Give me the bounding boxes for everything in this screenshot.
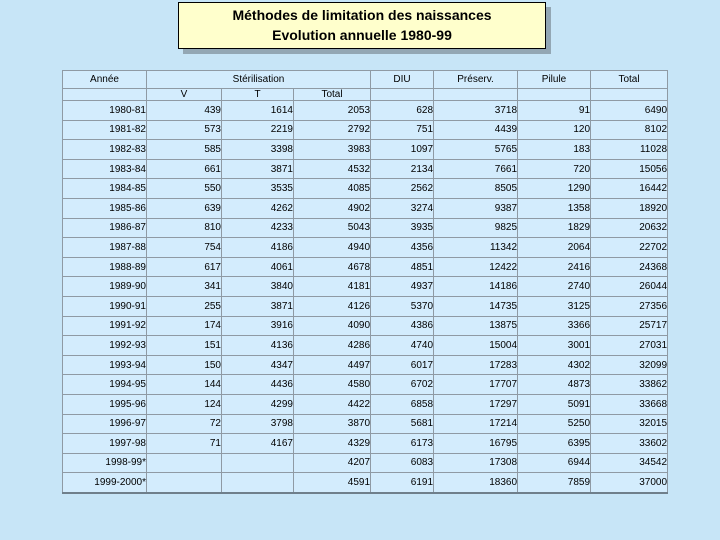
value-cell: 4678 [294,257,371,277]
value-cell: 6858 [371,394,434,414]
value-cell: 3718 [434,101,518,121]
value-cell: 2134 [371,159,434,179]
value-cell: 3935 [371,218,434,238]
value-cell: 4085 [294,179,371,199]
value-cell: 4591 [294,473,371,493]
value-cell: 33668 [591,394,668,414]
value-cell: 16442 [591,179,668,199]
value-cell: 4233 [222,218,294,238]
header-preserv: Préserv. [434,71,518,89]
value-cell: 3983 [294,140,371,160]
value-cell: 32015 [591,414,668,434]
value-cell: 124 [147,394,222,414]
value-cell: 4347 [222,355,294,375]
value-cell: 1829 [518,218,591,238]
value-cell: 13875 [434,316,518,336]
value-cell: 5681 [371,414,434,434]
value-cell: 754 [147,238,222,258]
value-cell: 7661 [434,159,518,179]
header-empty-cell [434,89,518,101]
year-cell: 1990-91 [63,296,147,316]
year-cell: 1998-99* [63,453,147,473]
value-cell: 17283 [434,355,518,375]
header-sub-total: Total [294,89,371,101]
value-cell: 3871 [222,159,294,179]
table-row [63,336,668,356]
value-cell: 25717 [591,316,668,336]
value-cell: 5043 [294,218,371,238]
value-cell: 4497 [294,355,371,375]
value-cell: 3366 [518,316,591,336]
slide-title-box [178,2,546,49]
year-cell: 1992-93 [63,336,147,356]
value-cell: 1097 [371,140,434,160]
value-cell: 151 [147,336,222,356]
value-cell: 6944 [518,453,591,473]
value-cell [222,453,294,473]
value-cell: 4356 [371,238,434,258]
year-cell: 1996-97 [63,414,147,434]
value-cell: 183 [518,140,591,160]
value-cell: 16795 [434,434,518,454]
value-cell: 9387 [434,198,518,218]
header-sterilisation: Stérilisation [147,71,371,89]
value-cell: 15056 [591,159,668,179]
year-cell: 1980-81 [63,101,147,121]
value-cell: 7859 [518,473,591,493]
value-cell: 4902 [294,198,371,218]
value-cell: 2064 [518,238,591,258]
value-cell: 4299 [222,394,294,414]
value-cell: 4937 [371,277,434,297]
table-row [63,277,668,297]
value-cell: 15004 [434,336,518,356]
value-cell: 4302 [518,355,591,375]
table-row [63,159,668,179]
table-row [63,198,668,218]
header-annee: Année [63,71,147,89]
value-cell: 585 [147,140,222,160]
year-cell: 1995-96 [63,394,147,414]
table-header [63,71,668,101]
value-cell: 3870 [294,414,371,434]
value-cell: 2562 [371,179,434,199]
header-total: Total [591,71,668,89]
value-cell: 2219 [222,120,294,140]
header-empty-cell [518,89,591,101]
table-row [63,375,668,395]
value-cell: 720 [518,159,591,179]
value-cell: 4940 [294,238,371,258]
value-cell: 4580 [294,375,371,395]
value-cell: 6395 [518,434,591,454]
year-cell: 1994-95 [63,375,147,395]
value-cell: 4851 [371,257,434,277]
table-row [63,473,668,493]
value-cell: 12422 [434,257,518,277]
table-row [63,218,668,238]
value-cell: 4167 [222,434,294,454]
value-cell: 341 [147,277,222,297]
value-cell: 3001 [518,336,591,356]
year-cell: 1983-84 [63,159,147,179]
header-pilule: Pilule [518,71,591,89]
header-empty-cell [591,89,668,101]
table-row [63,316,668,336]
value-cell: 5250 [518,414,591,434]
value-cell: 4061 [222,257,294,277]
value-cell: 3535 [222,179,294,199]
value-cell: 4873 [518,375,591,395]
value-cell: 2416 [518,257,591,277]
header-sub-t: T [222,89,294,101]
header-empty-cell [371,89,434,101]
value-cell: 17297 [434,394,518,414]
header-sub-v: V [147,89,222,101]
year-cell: 1993-94 [63,355,147,375]
value-cell: 255 [147,296,222,316]
value-cell: 4386 [371,316,434,336]
table-row [63,257,668,277]
table-row [63,140,668,160]
value-cell: 1614 [222,101,294,121]
table-row [63,355,668,375]
value-cell: 3871 [222,296,294,316]
value-cell: 5091 [518,394,591,414]
year-cell: 1999-2000* [63,473,147,493]
table-row [63,296,668,316]
year-cell: 1991-92 [63,316,147,336]
value-cell: 4422 [294,394,371,414]
value-cell: 32099 [591,355,668,375]
value-cell: 3916 [222,316,294,336]
value-cell: 27356 [591,296,668,316]
value-cell: 3398 [222,140,294,160]
value-cell: 439 [147,101,222,121]
value-cell [147,473,222,493]
value-cell: 4262 [222,198,294,218]
value-cell: 18360 [434,473,518,493]
value-cell: 661 [147,159,222,179]
year-cell: 1989-90 [63,277,147,297]
value-cell: 91 [518,101,591,121]
value-cell: 150 [147,355,222,375]
header-empty-cell [63,89,147,101]
value-cell: 18920 [591,198,668,218]
value-cell: 120 [518,120,591,140]
value-cell: 639 [147,198,222,218]
data-table [62,70,668,494]
value-cell: 6191 [371,473,434,493]
value-cell: 22702 [591,238,668,258]
value-cell: 4090 [294,316,371,336]
value-cell: 14735 [434,296,518,316]
value-cell: 628 [371,101,434,121]
year-cell: 1984-85 [63,179,147,199]
value-cell: 33862 [591,375,668,395]
value-cell: 33602 [591,434,668,454]
value-cell: 4740 [371,336,434,356]
value-cell: 174 [147,316,222,336]
value-cell: 71 [147,434,222,454]
value-cell: 17308 [434,453,518,473]
value-cell: 144 [147,375,222,395]
table-row [63,238,668,258]
table-row [63,414,668,434]
value-cell: 5370 [371,296,434,316]
value-cell: 4286 [294,336,371,356]
table-row [63,453,668,473]
header-row-sub [63,89,668,101]
year-cell: 1982-83 [63,140,147,160]
value-cell: 24368 [591,257,668,277]
value-cell: 5765 [434,140,518,160]
table-body [63,101,668,493]
value-cell [222,473,294,493]
value-cell: 751 [371,120,434,140]
value-cell: 1358 [518,198,591,218]
value-cell: 6173 [371,434,434,454]
header-row-main [63,71,668,89]
value-cell: 6702 [371,375,434,395]
table-row [63,394,668,414]
value-cell: 4532 [294,159,371,179]
value-cell: 4439 [434,120,518,140]
value-cell: 573 [147,120,222,140]
slide-title: Méthodes de limitation des naissances [232,7,492,23]
value-cell: 27031 [591,336,668,356]
value-cell [147,453,222,473]
value-cell: 3840 [222,277,294,297]
year-cell: 1987-88 [63,238,147,258]
header-diu: DIU [371,71,434,89]
value-cell: 4186 [222,238,294,258]
value-cell: 4181 [294,277,371,297]
value-cell: 37000 [591,473,668,493]
value-cell: 6017 [371,355,434,375]
year-cell: 1988-89 [63,257,147,277]
slide-subtitle: Evolution annuelle 1980-99 [272,27,452,43]
value-cell: 17214 [434,414,518,434]
value-cell: 4207 [294,453,371,473]
table-row [63,101,668,121]
table-row [63,434,668,454]
value-cell: 26044 [591,277,668,297]
value-cell: 6490 [591,101,668,121]
value-cell: 2740 [518,277,591,297]
value-cell: 9825 [434,218,518,238]
value-cell: 17707 [434,375,518,395]
value-cell: 11028 [591,140,668,160]
value-cell: 2792 [294,120,371,140]
value-cell: 72 [147,414,222,434]
value-cell: 4436 [222,375,294,395]
value-cell: 617 [147,257,222,277]
value-cell: 550 [147,179,222,199]
year-cell: 1986-87 [63,218,147,238]
value-cell: 3274 [371,198,434,218]
value-cell: 14186 [434,277,518,297]
table-row [63,120,668,140]
value-cell: 8505 [434,179,518,199]
value-cell: 6083 [371,453,434,473]
table-row [63,179,668,199]
value-cell: 8102 [591,120,668,140]
value-cell: 1290 [518,179,591,199]
value-cell: 11342 [434,238,518,258]
value-cell: 4136 [222,336,294,356]
year-cell: 1985-86 [63,198,147,218]
year-cell: 1997-98 [63,434,147,454]
value-cell: 3798 [222,414,294,434]
value-cell: 810 [147,218,222,238]
value-cell: 3125 [518,296,591,316]
value-cell: 20632 [591,218,668,238]
value-cell: 34542 [591,453,668,473]
year-cell: 1981-82 [63,120,147,140]
value-cell: 4329 [294,434,371,454]
value-cell: 4126 [294,296,371,316]
value-cell: 2053 [294,101,371,121]
